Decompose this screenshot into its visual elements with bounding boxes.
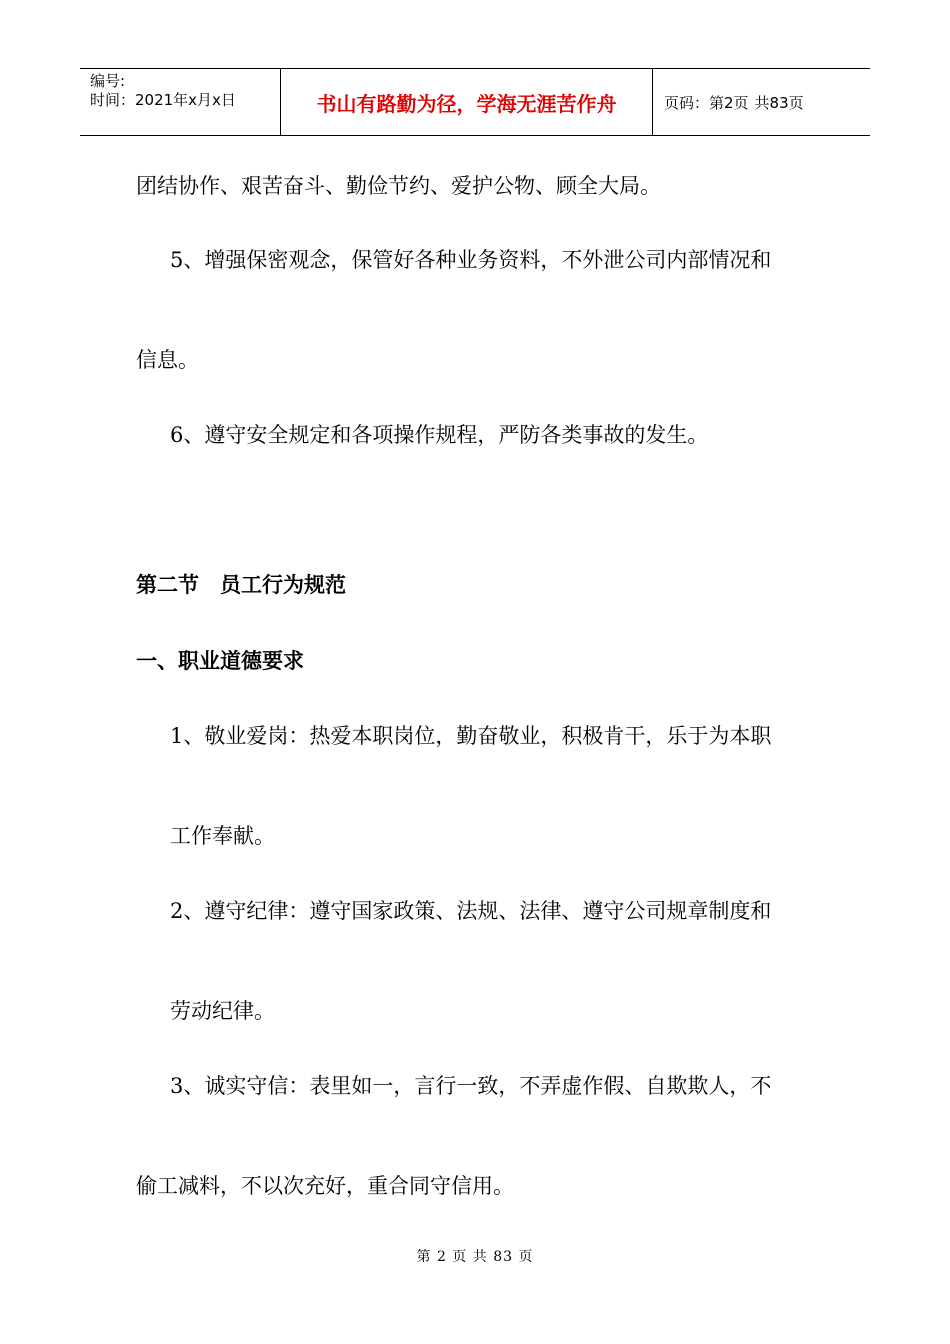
item-5-line-b: 信息。	[136, 348, 199, 372]
para-2-line-b: 劳动纪律。	[170, 999, 275, 1023]
para-1-line-b: 工作奉献。	[170, 824, 275, 848]
section-title: 第二节 员工行为规范	[136, 573, 346, 597]
header-number-label: 编号:	[90, 72, 126, 90]
subsection-title: 一、职业道德要求	[136, 649, 304, 673]
header-meta-cell	[80, 69, 281, 135]
header-motto: 书山有路勤为径，学海无涯苦作舟	[281, 69, 653, 135]
body-line-1: 团结协作、艰苦奋斗、勤俭节约、爱护公物、顾全大局。	[136, 174, 661, 198]
page-footer: 第 2 页 共 83 页	[416, 1249, 534, 1265]
header-time-label: 时间：2021年x月x日	[90, 91, 236, 109]
para-3-line-a: 3、诚实守信：表里如一，言行一致，不弄虚作假、自欺欺人，不	[170, 1074, 772, 1098]
item-6-line: 6、遵守安全规定和各项操作规程，严防各类事故的发生。	[170, 423, 709, 447]
item-5-line-a: 5、增强保密观念，保管好各种业务资料，不外泄公司内部情况和	[170, 248, 772, 272]
para-2-line-a: 2、遵守纪律：遵守国家政策、法规、法律、遵守公司规章制度和	[170, 899, 772, 923]
header-page-cell	[653, 69, 870, 135]
para-1-line-a: 1、敬业爱岗：热爱本职岗位，勤奋敬业，积极肯干，乐于为本职	[170, 724, 772, 748]
header-page-label: 页码：第2页	[664, 93, 749, 112]
header-total-label: 共83页	[754, 93, 804, 112]
document-header	[80, 68, 870, 136]
para-3-line-b: 偷工减料，不以次充好，重合同守信用。	[136, 1174, 514, 1198]
